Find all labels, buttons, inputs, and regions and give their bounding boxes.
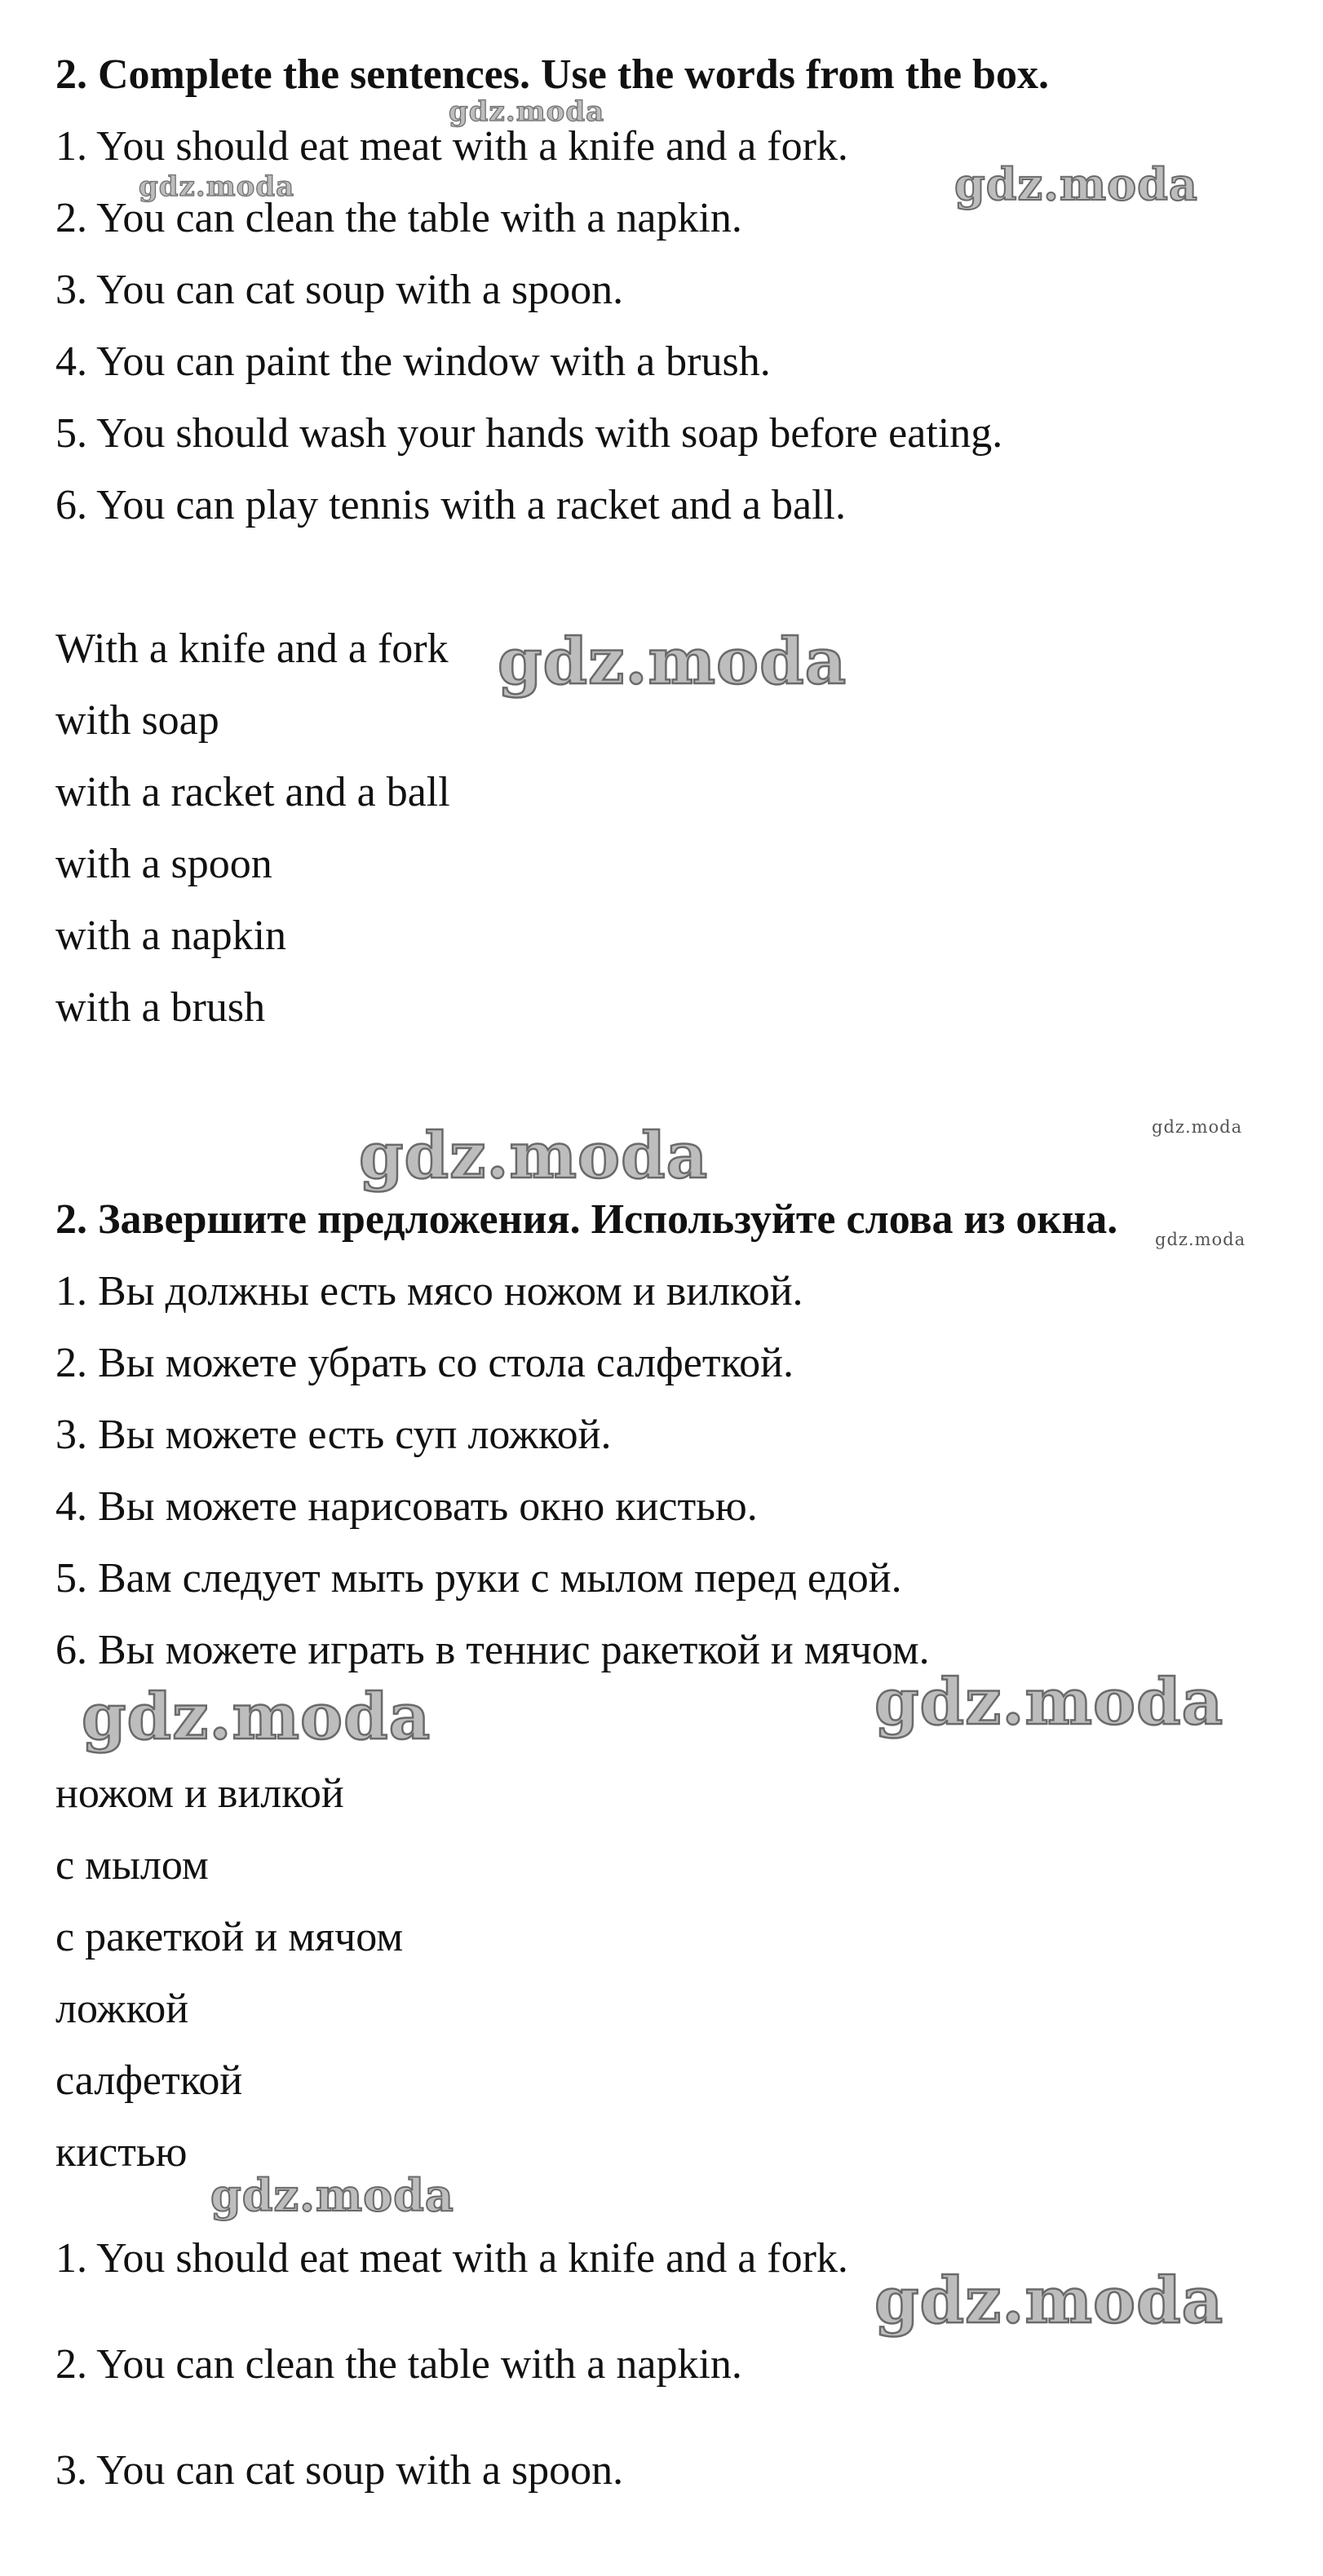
repeat-sentence-1: 1. You should eat meat with a knife and a fork. [55,2235,848,2282]
watermark: gdz.moda [359,1119,709,1193]
russian-sentence-3: 3. Вы можете есть суп ложкой. [55,1412,612,1458]
english-sentence-6: 6. You can play tennis with a racket and a ball. [55,482,846,528]
watermark: gdz.moda [1155,1230,1246,1249]
english-heading: 2. Complete the sentences. Use the words from the box. [55,51,1049,98]
russian-sentence-2: 2. Вы можете убрать со стола салфеткой. [55,1340,794,1386]
russian-sentence-6: 6. Вы можете играть в теннис ракеткой и мячом. [55,1627,930,1673]
watermark: gdz.moda [874,2264,1224,2338]
watermark: gdz.moda [210,2169,454,2221]
watermark: gdz.moda [498,625,847,699]
english-sentence-2: 2. You can clean the table with a napkin. [55,195,742,241]
english-sentence-4: 4. You can paint the window with a brush. [55,338,771,385]
russian-sentence-4: 4. Вы можете нарисовать окно кистью. [55,1483,758,1530]
english-box-item-6: with a brush [55,984,266,1031]
russian-box-item-6: кистью [55,2129,188,2176]
watermark: gdz.moda [139,170,295,203]
english-box-item-2: with soap [55,697,219,744]
watermark: gdz.moda [954,158,1198,210]
english-box-item-5: with a napkin [55,912,287,959]
english-sentence-5: 5. You should wash your hands with soap before eating. [55,410,1003,457]
english-box-item-3: with a racket and a ball [55,769,450,815]
russian-box-item-5: салфеткой [55,2057,243,2104]
english-box-item-1: With a knife and a fork [55,625,449,672]
english-sentence-3: 3. You can cat soup with a spoon. [55,267,624,313]
watermark: gdz.moda [449,95,605,128]
watermark: gdz.moda [874,1665,1224,1739]
russian-box-item-2: с мылом [55,1842,209,1889]
repeat-sentence-2: 2. You can clean the table with a napkin. [55,2341,742,2388]
russian-box-item-3: с ракеткой и мячом [55,1914,404,1960]
russian-sentence-1: 1. Вы должны есть мясо ножом и вилкой. [55,1268,803,1315]
russian-box-item-4: ложкой [55,1986,189,2032]
russian-sentence-5: 5. Вам следует мыть руки с мылом перед едой. [55,1555,902,1602]
russian-heading: 2. Завершите предложения. Используйте слова из окна. [55,1196,1118,1243]
english-box-item-4: with a spoon [55,841,272,887]
russian-box-item-1: ножом и вилкой [55,1770,344,1817]
watermark: gdz.moda [1152,1117,1243,1137]
watermark: gdz.moda [82,1680,431,1754]
repeat-sentence-3: 3. You can cat soup with a spoon. [55,2447,624,2494]
english-sentence-1: 1. You should eat meat with a knife and a fork. [55,123,848,170]
